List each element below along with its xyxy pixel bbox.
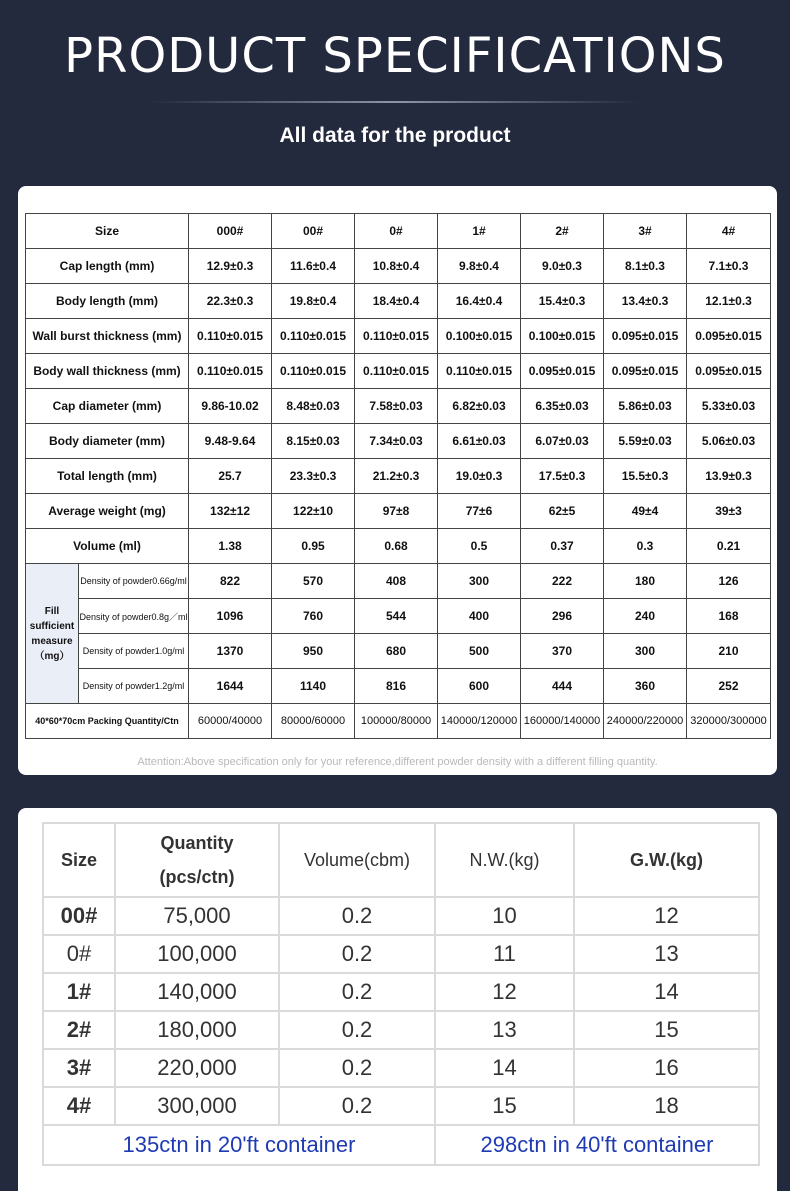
spec-cell: 0.68 xyxy=(355,529,438,564)
packing-qty-cell: 100000/80000 xyxy=(355,704,438,739)
fill-measure-line: （mg） xyxy=(34,650,70,662)
packing-size: 4# xyxy=(43,1087,115,1125)
spec-cell: 10.8±0.4 xyxy=(355,249,438,284)
spec-cell: 8.15±0.03 xyxy=(272,424,355,459)
packing-row xyxy=(43,897,759,935)
packing-qty: 75,000 xyxy=(115,897,279,935)
packing-gw: 12 xyxy=(574,897,759,935)
spec-row-label: Cap length (mm) xyxy=(26,249,189,284)
packing-footer-row xyxy=(43,1125,759,1165)
spec-cell: 0.110±0.015 xyxy=(272,319,355,354)
header-nw: N.W.(kg) xyxy=(435,823,574,897)
spec-header-row xyxy=(26,214,771,249)
spec-cell: 12.1±0.3 xyxy=(687,284,771,319)
spec-cell: 62±5 xyxy=(521,494,604,529)
fill-measure-label xyxy=(26,564,79,704)
spec-cell: 17.5±0.3 xyxy=(521,459,604,494)
packing-size: 00# xyxy=(43,897,115,935)
packing-gw: 18 xyxy=(574,1087,759,1125)
spec-cell: 132±12 xyxy=(189,494,272,529)
packing-volume: 0.2 xyxy=(279,1087,435,1125)
spec-row-label: Volume (ml) xyxy=(26,529,189,564)
packing-qty: 220,000 xyxy=(115,1049,279,1087)
packing-qty: 140,000 xyxy=(115,973,279,1011)
spec-cell: 122±10 xyxy=(272,494,355,529)
fill-cell: 444 xyxy=(521,669,604,704)
spec-table xyxy=(25,213,771,739)
fill-measure-line: sufficient xyxy=(29,620,75,632)
spec-row xyxy=(26,249,771,284)
packing-size: 2# xyxy=(43,1011,115,1049)
spec-row-label: Body wall thickness (mm) xyxy=(26,354,189,389)
spec-cell: 0.21 xyxy=(687,529,771,564)
spec-row xyxy=(26,354,771,389)
packing-qty-cell: 240000/220000 xyxy=(604,704,687,739)
spec-cell: 0.110±0.015 xyxy=(355,354,438,389)
spec-row xyxy=(26,424,771,459)
packing-qty: 300,000 xyxy=(115,1087,279,1125)
fill-cell: 222 xyxy=(521,564,604,599)
packing-row xyxy=(43,973,759,1011)
packing-volume: 0.2 xyxy=(279,973,435,1011)
packing-volume: 0.2 xyxy=(279,935,435,973)
spec-cell: 0.095±0.015 xyxy=(604,319,687,354)
fill-cell: 296 xyxy=(521,599,604,634)
spec-header-col: 3# xyxy=(604,214,687,249)
fill-cell: 600 xyxy=(438,669,521,704)
packing-qty-cell: 80000/60000 xyxy=(272,704,355,739)
density-label: Density of powder0.66g/ml xyxy=(79,564,189,599)
packing-volume: 0.2 xyxy=(279,897,435,935)
header-quantity-line1: Quantity xyxy=(160,833,234,853)
packing-row xyxy=(43,1087,759,1125)
packing-size: 1# xyxy=(43,973,115,1011)
packing-qty-cell: 140000/120000 xyxy=(438,704,521,739)
packing-nw: 12 xyxy=(435,973,574,1011)
fill-cell: 680 xyxy=(355,634,438,669)
spec-cell: 8.48±0.03 xyxy=(272,389,355,424)
fill-cell: 180 xyxy=(604,564,687,599)
header-quantity xyxy=(115,823,279,897)
packing-volume: 0.2 xyxy=(279,1049,435,1087)
spec-header-col: 000# xyxy=(189,214,272,249)
packing-nw: 15 xyxy=(435,1087,574,1125)
spec-cell: 5.86±0.03 xyxy=(604,389,687,424)
spec-cell: 5.59±0.03 xyxy=(604,424,687,459)
packing-qty: 100,000 xyxy=(115,935,279,973)
fill-cell: 1644 xyxy=(189,669,272,704)
spec-cell: 7.58±0.03 xyxy=(355,389,438,424)
density-label: Density of powder0.8g／ml xyxy=(79,599,189,634)
spec-header-col: 1# xyxy=(438,214,521,249)
spec-cell: 0.110±0.015 xyxy=(189,319,272,354)
spec-cell: 6.07±0.03 xyxy=(521,424,604,459)
fill-row xyxy=(26,564,771,599)
spec-row-label: Average weight (mg) xyxy=(26,494,189,529)
spec-cell: 9.48-9.64 xyxy=(189,424,272,459)
fill-cell: 760 xyxy=(272,599,355,634)
fill-cell: 822 xyxy=(189,564,272,599)
spec-cell: 8.1±0.3 xyxy=(604,249,687,284)
spec-row-label: Body diameter (mm) xyxy=(26,424,189,459)
spec-cell: 13.9±0.3 xyxy=(687,459,771,494)
spec-cell: 12.9±0.3 xyxy=(189,249,272,284)
spec-cell: 5.33±0.03 xyxy=(687,389,771,424)
fill-cell: 400 xyxy=(438,599,521,634)
fill-cell: 544 xyxy=(355,599,438,634)
fill-cell: 1140 xyxy=(272,669,355,704)
header-volume: Volume(cbm) xyxy=(279,823,435,897)
spec-cell: 1.38 xyxy=(189,529,272,564)
fill-row xyxy=(26,669,771,704)
fill-cell: 252 xyxy=(687,669,771,704)
fill-cell: 816 xyxy=(355,669,438,704)
spec-cell: 6.82±0.03 xyxy=(438,389,521,424)
spec-cell: 23.3±0.3 xyxy=(272,459,355,494)
fill-cell: 1096 xyxy=(189,599,272,634)
spec-cell: 77±6 xyxy=(438,494,521,529)
page-subtitle: All data for the product xyxy=(279,124,511,147)
packing-qty-cell: 160000/140000 xyxy=(521,704,604,739)
spec-cell: 16.4±0.4 xyxy=(438,284,521,319)
spec-cell: 18.4±0.4 xyxy=(355,284,438,319)
packing-row xyxy=(43,1011,759,1049)
fill-cell: 408 xyxy=(355,564,438,599)
spec-row-label: Total length (mm) xyxy=(26,459,189,494)
fill-measure-line: measure xyxy=(31,635,73,647)
packing-nw: 13 xyxy=(435,1011,574,1049)
packing-gw: 14 xyxy=(574,973,759,1011)
spec-cell: 39±3 xyxy=(687,494,771,529)
fill-cell: 370 xyxy=(521,634,604,669)
spec-cell: 13.4±0.3 xyxy=(604,284,687,319)
spec-row xyxy=(26,284,771,319)
packing-size: 3# xyxy=(43,1049,115,1087)
packing-qty-row xyxy=(26,704,771,739)
packing-qty-cell: 60000/40000 xyxy=(189,704,272,739)
spec-cell: 6.61±0.03 xyxy=(438,424,521,459)
spec-cell: 7.1±0.3 xyxy=(687,249,771,284)
container-40ft: 298ctn in 40'ft container xyxy=(435,1125,759,1165)
spec-cell: 0.95 xyxy=(272,529,355,564)
fill-cell: 300 xyxy=(438,564,521,599)
fill-cell: 360 xyxy=(604,669,687,704)
spec-cell: 21.2±0.3 xyxy=(355,459,438,494)
spec-cell: 5.06±0.03 xyxy=(687,424,771,459)
spec-cell: 0.095±0.015 xyxy=(604,354,687,389)
packing-qty: 180,000 xyxy=(115,1011,279,1049)
density-label: Density of powder1.0g/ml xyxy=(79,634,189,669)
fill-cell: 1370 xyxy=(189,634,272,669)
spec-row xyxy=(26,459,771,494)
packing-qty-cell: 320000/300000 xyxy=(687,704,771,739)
fill-row xyxy=(26,599,771,634)
packing-row xyxy=(43,1049,759,1087)
spec-cell: 7.34±0.03 xyxy=(355,424,438,459)
spec-cell: 9.0±0.3 xyxy=(521,249,604,284)
spec-cell: 6.35±0.03 xyxy=(521,389,604,424)
fill-cell: 240 xyxy=(604,599,687,634)
packing-row xyxy=(43,935,759,973)
spec-card xyxy=(18,186,777,775)
fill-cell: 500 xyxy=(438,634,521,669)
packing-nw: 10 xyxy=(435,897,574,935)
fill-cell: 570 xyxy=(272,564,355,599)
spec-header-col: 00# xyxy=(272,214,355,249)
spec-cell: 11.6±0.4 xyxy=(272,249,355,284)
spec-header-size: Size xyxy=(26,214,189,249)
packing-table xyxy=(42,822,760,1166)
spec-cell: 9.8±0.4 xyxy=(438,249,521,284)
page-title: PRODUCT SPECIFICATIONS xyxy=(64,28,726,84)
packing-gw: 15 xyxy=(574,1011,759,1049)
spec-cell: 49±4 xyxy=(604,494,687,529)
header-gw: G.W.(kg) xyxy=(574,823,759,897)
fill-cell: 210 xyxy=(687,634,771,669)
spec-row xyxy=(26,494,771,529)
spec-cell: 15.4±0.3 xyxy=(521,284,604,319)
spec-cell: 0.095±0.015 xyxy=(521,354,604,389)
packing-nw: 14 xyxy=(435,1049,574,1087)
spec-header-col: 4# xyxy=(687,214,771,249)
spec-header-col: 0# xyxy=(355,214,438,249)
fill-cell: 300 xyxy=(604,634,687,669)
packing-nw: 11 xyxy=(435,935,574,973)
header-size: Size xyxy=(43,823,115,897)
packing-gw: 13 xyxy=(574,935,759,973)
spec-cell: 0.3 xyxy=(604,529,687,564)
container-20ft: 135ctn in 20'ft container xyxy=(43,1125,435,1165)
spec-cell: 25.7 xyxy=(189,459,272,494)
fill-cell: 950 xyxy=(272,634,355,669)
spec-cell: 0.095±0.015 xyxy=(687,319,771,354)
spec-row-label: Cap diameter (mm) xyxy=(26,389,189,424)
packing-qty-label: 40*60*70cm Packing Quantity/Ctn xyxy=(26,704,189,739)
density-label: Density of powder1.2g/ml xyxy=(79,669,189,704)
packing-header-row xyxy=(43,823,759,897)
packing-size: 0# xyxy=(43,935,115,973)
spec-cell: 0.110±0.015 xyxy=(189,354,272,389)
spec-row xyxy=(26,389,771,424)
fill-measure-line: Fill xyxy=(44,605,60,617)
packing-card xyxy=(18,808,777,1191)
fill-row xyxy=(26,634,771,669)
title-divider xyxy=(150,101,640,103)
spec-cell: 97±8 xyxy=(355,494,438,529)
spec-row xyxy=(26,529,771,564)
spec-cell: 0.110±0.015 xyxy=(272,354,355,389)
packing-gw: 16 xyxy=(574,1049,759,1087)
spec-cell: 15.5±0.3 xyxy=(604,459,687,494)
attention-note: Attention:Above specification only for your reference,different powder density with a different filling quantity. xyxy=(137,756,658,768)
spec-cell: 19.0±0.3 xyxy=(438,459,521,494)
spec-cell: 0.5 xyxy=(438,529,521,564)
packing-volume: 0.2 xyxy=(279,1011,435,1049)
spec-cell: 0.100±0.015 xyxy=(521,319,604,354)
spec-cell: 0.110±0.015 xyxy=(355,319,438,354)
spec-cell: 22.3±0.3 xyxy=(189,284,272,319)
spec-cell: 0.100±0.015 xyxy=(438,319,521,354)
spec-cell: 19.8±0.4 xyxy=(272,284,355,319)
fill-cell: 168 xyxy=(687,599,771,634)
spec-header-col: 2# xyxy=(521,214,604,249)
spec-row-label: Body length (mm) xyxy=(26,284,189,319)
header-quantity-line2: (pcs/ctn) xyxy=(159,867,235,887)
spec-row-label: Wall burst thickness (mm) xyxy=(26,319,189,354)
spec-row xyxy=(26,319,771,354)
spec-cell: 0.095±0.015 xyxy=(687,354,771,389)
spec-cell: 0.37 xyxy=(521,529,604,564)
spec-cell: 9.86-10.02 xyxy=(189,389,272,424)
spec-cell: 0.110±0.015 xyxy=(438,354,521,389)
fill-cell: 126 xyxy=(687,564,771,599)
